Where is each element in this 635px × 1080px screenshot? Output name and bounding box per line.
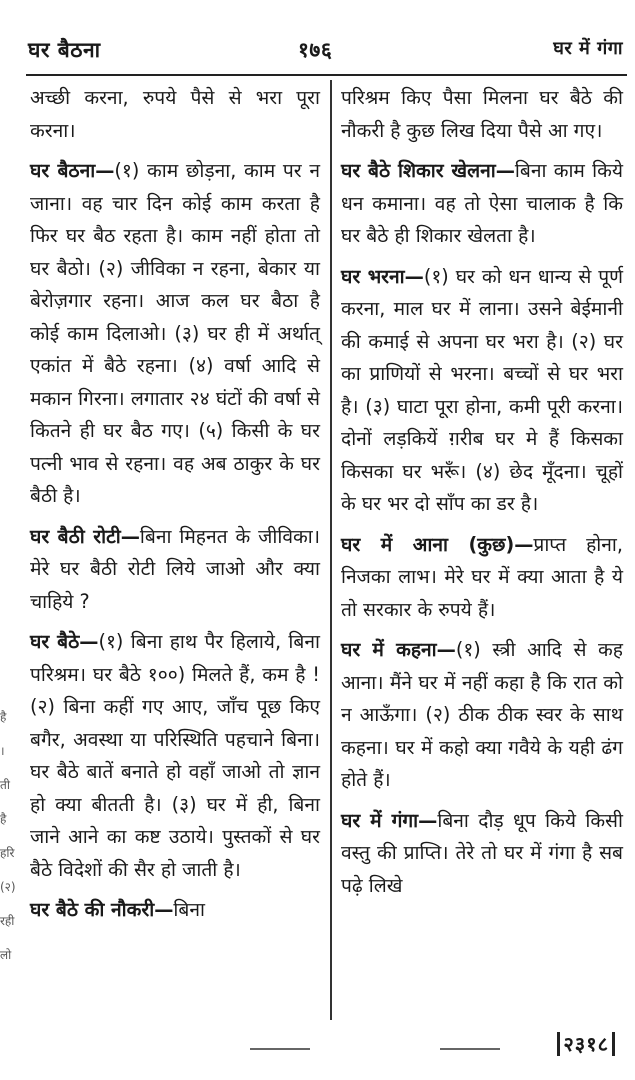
entry-headword: घर बैठे की नौकरी— — [30, 898, 174, 921]
footer-dash — [250, 1048, 310, 1050]
column-divider — [330, 80, 332, 1020]
page-number: १७६ — [298, 38, 333, 62]
entry-definition: बिना काम किये धन कमाना। वह तो ऐसा चालाक है कि घर बैठे ही शिकार खेलता है। — [341, 159, 623, 247]
dictionary-entry — [341, 529, 623, 627]
entry-headword: घर बैठे— — [30, 630, 99, 653]
dictionary-entry — [30, 155, 320, 513]
margin-note: (२) — [0, 880, 16, 894]
entry-definition: (१) बिना हाथ पैर हिलाये, बिना परिश्रम। घर बैठे १००) मिलते हैं, कम है ! (२) बिना कहीं गए आए, जाँच पूछ किए बगैर, अवस्था या परिस्थिति पहचाने बिना। घर बैठे बातें बनाते हो वहाँ जाओ तो ज्ञान हो क्या बीतती है। (३) घर में ही, बिना जाने आने का कष्ट उठाये। पुस्तकों से घर बैठे विदेशों की सैर हो जाती है। — [30, 630, 320, 881]
entry-headword: घर बैठी रोटी— — [30, 524, 140, 548]
entry-headword: घर बैठे शिकार खेलना— — [341, 159, 515, 182]
margin-note: हरि — [0, 846, 15, 860]
left-column — [30, 82, 320, 935]
running-head-left: घर बैठना — [28, 38, 101, 62]
page-header — [28, 30, 623, 70]
entry-definition: (१) घर को धन धान्य से पूर्ण करना, माल घर में लाना। उसने बेईमानी की कमाई से अपना घर भरा है। (२) घर का प्राणियों से भरना। बच्चों से घर भरा है। (३) घाटा पूरा होना, कमी पूरी करना। दोनों लड़कियें ग़रीब घर मे हैं किसका किसका घर भरूँ। (४) छेद मूँदना। चूहों के घर भर दो साँप का डर है। — [341, 264, 623, 515]
margin-note: है — [0, 812, 7, 826]
dictionary-entry — [341, 155, 623, 253]
dictionary-entry — [341, 261, 623, 521]
dictionary-entry — [30, 626, 320, 886]
entry-headword: घर भरना— — [341, 264, 424, 288]
entry-definition: परिश्रम किए पैसा मिलना घर बैठे की नौकरी है कुछ लिख दिया पैसे आ गए। — [341, 86, 623, 142]
header-rule — [26, 74, 627, 76]
entry-headword: घर बैठना— — [30, 159, 115, 182]
dictionary-entry — [30, 521, 320, 619]
entry-definition: बिना मिहनत के जीविका। मेरे घर बैठी रोटी लिये जाओ और क्या चाहिये ? — [30, 524, 320, 613]
entry-definition: बिना — [173, 898, 205, 921]
signature-code: २३१८ — [557, 1032, 615, 1056]
running-head-right: घर में गंगा — [553, 38, 623, 59]
dictionary-entry — [341, 82, 623, 147]
dictionary-entry — [30, 82, 320, 147]
entry-headword: घर में गंगा— — [341, 808, 438, 832]
entry-definition: अच्छी करना, रुपये पैसे से भरा पूरा करना। — [30, 86, 320, 142]
dictionary-entry — [341, 634, 623, 797]
margin-note: लो — [0, 948, 12, 962]
margin-note: ती — [0, 778, 10, 792]
dictionary-entry — [30, 894, 320, 927]
entry-definition: प्राप्त होना, निजका लाभ। मेरे घर में क्या आता है ये तो सरकार के रुपये हैं। — [341, 532, 623, 621]
entry-headword: घर में आना (कुछ)— — [341, 532, 534, 556]
entry-definition: (१) काम छोड़ना, काम पर न जाना। वह चार दिन कोई काम करता है फिर घर बैठ रहता है। काम नहीं होता तो घर बैठो। (२) जीविका न रहना, बेकार या बेरोज़गार रहना। आज कल घर बैठा है कोई काम दिलाओ। (३) घर ही में अर्थात् एकांत में बैठे रहना। (४) वर्षा आदि से मकान गिरना। लगातार २४ घंटों की वर्षा से कितने ही घर बैठ गए। (५) किसी के घर पत्नी भाव से रहना। वह अब ठाकुर के घर बैठी है। — [30, 159, 321, 507]
dictionary-entry — [341, 805, 623, 903]
entry-definition: बिना दौड़ धूप किये किसी वस्तु की प्राप्ति। तेरे तो घर में गंगा है सब पढ़े लिखे — [341, 808, 623, 897]
margin-notes — [0, 700, 24, 1060]
entry-definition: (१) स्त्री आदि से कह आना। मैंने घर में नहीं कहा है कि रात को न आऊँगा। (२) ठीक ठीक स्वर के साथ कहना। घर में कहो क्या गवैये के यही ढंग होते हैं। — [341, 638, 623, 791]
entry-headword: घर में कहना— — [341, 638, 456, 661]
margin-note: है — [0, 710, 7, 724]
margin-note: । — [0, 744, 5, 758]
right-column — [341, 82, 623, 910]
margin-note: रही — [0, 914, 15, 928]
footer-dash — [440, 1048, 500, 1050]
